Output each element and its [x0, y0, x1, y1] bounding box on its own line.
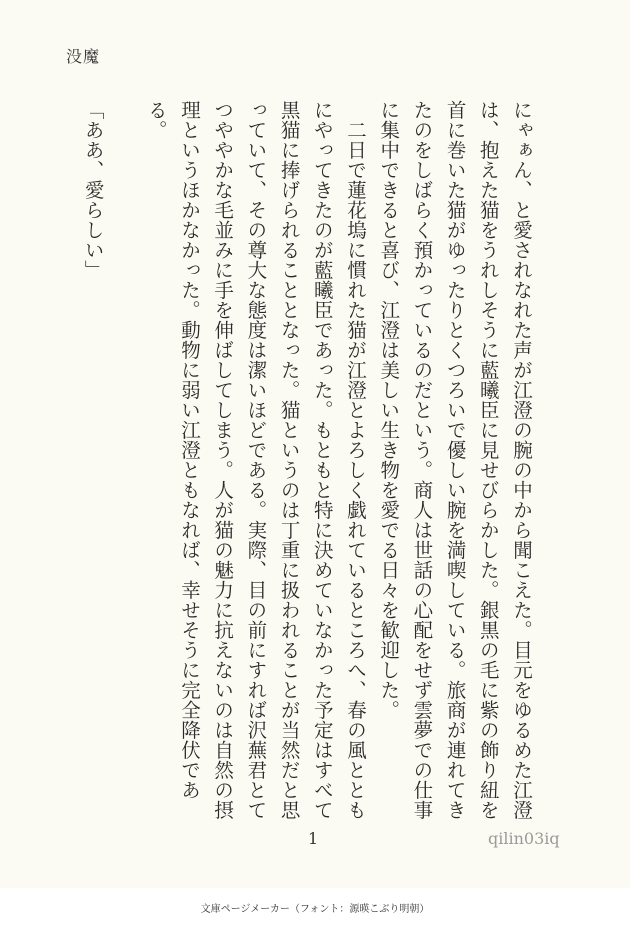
- paragraph: にゃぁん、と愛されなれた声が江澄の腕の中から聞こえた。目元をゆるめた江澄は、抱えた猫をうれしそうに藍曦臣に見せびらかした。銀黒の毛に紫の飾り紐を首に巻いた猫がゆったりとくつろいで優しい腕を満喫している。旅商が連れてきたのをしばらく預かっているのだという。商人は世話の心配をせず雲夢での仕事に集中できると喜び、江澄は美しい生き物を愛でる日々を歓迎した。: [377, 100, 533, 820]
- chapter-title: 没魔: [66, 47, 101, 66]
- author-watermark: qilin03iq: [488, 829, 560, 848]
- paragraph: 二日で蓮花塢に慣れた猫が江澄とよろしく戯れているところへ、春の風とともにやってきたのが藍曦臣であった。もともと特に決めていなかった予定はすべて黒猫に捧げられることとなった。猫というのは丁重に扱われることが当然だと思っていて、その尊大な態度は潔いほどである。実際、目の前にすれば沢蕪君とてつややかな毛並みに手を伸ばしてしまう。人が猫の魅力に抗えないのは自然の摂理というほかなかった。動物に弱い江澄ともなれば、幸せそうに完全降伏である。: [144, 100, 367, 820]
- vertical-text-body: [76, 100, 538, 820]
- generator-credit: 文庫ページメーカー（フォント：源暎こぶり明朝）: [200, 904, 430, 915]
- page-number: 1: [308, 829, 319, 848]
- dialogue-line: 「ああ、愛らしい」: [81, 100, 105, 280]
